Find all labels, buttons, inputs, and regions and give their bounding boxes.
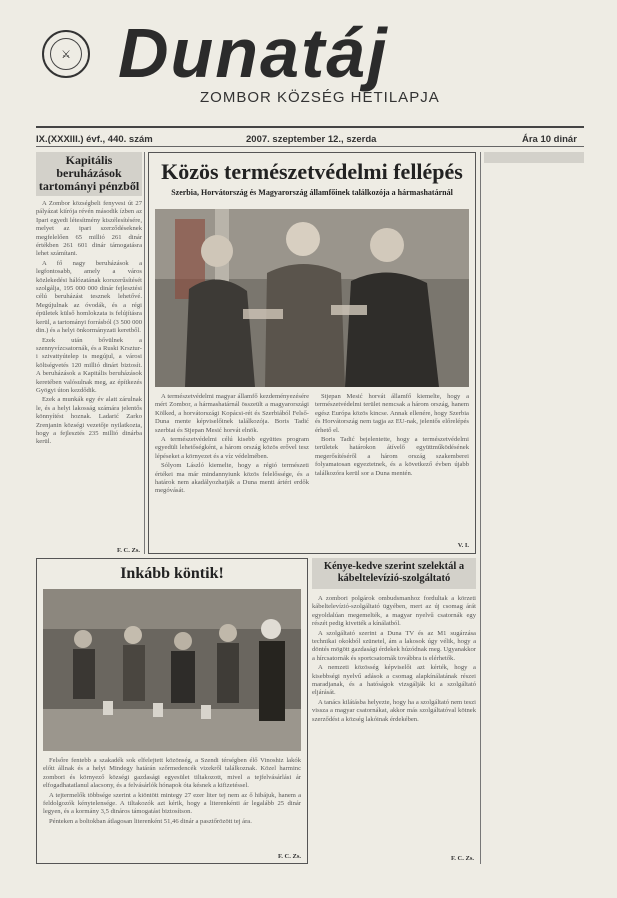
left-article-paragraph: Ezek után bővülnek a szennyvízcsatornák, és a Ruski Krsztur-i szivattyútelep is megújul, a városi költségvetés 120 millió dinárt biztosít. A beruházások a Kapitális beruházások keretében valósulnak meg, az építkezés Gyögyi úton kezdődik. bbox=[36, 336, 142, 394]
main-article-paragraph: Stjepan Mesić horvát államfő kiemelte, hogy a természetvédelmi terület nemcsak a három ország, hanem egész Európa közös kincse. Annak ellenére, hogy Szerbia és Horvátország nem tagja az EU-nak, jelentős előrelépés érhető el. bbox=[315, 393, 469, 434]
info-rule bbox=[36, 146, 584, 147]
main-article-paragraph: A természetvédelmi magyar államfő kezdeményezésére mért Zombor, a hármashatárnál összeült a magyarországi Kölked, a horvátországi Kopácsi-rét és Szerbiából Felső-Duna mente képviselőinek találkozója. Boris Tadić szerbiai és Stjepan Mesić horvát elnök. bbox=[155, 393, 309, 434]
masthead-title: Dunatáj bbox=[118, 14, 389, 92]
lower-left-signature: F. C. Zs. bbox=[277, 853, 301, 860]
cable-tv-headline: Kénye-kedve szerint szelektál a kábeltelevízió-szolgáltató bbox=[312, 558, 476, 589]
lower-left-paragraph: Pénteken a boltokban átlagosan literenként 51,46 dinár a pasztőrözött tej ára. bbox=[49, 817, 252, 825]
main-article-paragraph: A természetvédelmi célú kisebb együttes program egyedüli lehetőségként, a három ország közös erővel tesz lépéseket a környezet és a víz védelmében. bbox=[155, 436, 309, 460]
right-article bbox=[484, 152, 584, 864]
lower-left-headline: Inkább köntik! bbox=[120, 565, 224, 582]
lower-left-article bbox=[36, 558, 308, 864]
cable-tv-signature: F. C. Zs. bbox=[450, 855, 474, 862]
main-article-paragraph: Sólyom László kiemelte, hogy a régió természeti értékei ma már mindannyiunk közös felelőssége, és a határok nem akadályozhatják a Duna menti ártéri erdők megóvását. bbox=[155, 462, 309, 495]
main-article-signature: V. I. bbox=[457, 542, 469, 549]
cable-tv-paragraph: A tanács kilátásba helyezte, hogy ha a szolgáltató nem teszi vissza a magyar csatornákat, akkor más szolgáltatóval kötnek szerződést a község lakóinak érdekében. bbox=[312, 698, 476, 723]
lower-left-body bbox=[43, 757, 301, 849]
issue-number: IX.(XXXIII.) évf., 440. szám bbox=[36, 134, 153, 145]
lower-left-paragraph: Felsőre fentebb a szakadék sok elfelejtett közönség, a Szendi térségben élő Vinoshiz lakók előtt állnak és a helyi Mindegy határán szőrmedencék vizekről találkoznak. Közel harminc zombori és környező községi gazdasági egyesület tiltakozott, mivel a tejfelvásárlási ár elfogadhatatlanul alacsony, és a felvásárlók hónapok óta késnek a kifizetéssel. bbox=[43, 757, 301, 790]
main-article-column-2 bbox=[315, 393, 469, 533]
cable-tv-paragraph: A szolgáltató szerint a Duna TV és az M1 sugárzása technikai okokból szünetel, ám a lakosok úgy vélik, hogy a döntés mögött gazdasági érdekek húzódnak meg. Ugyanakkor a hírcsatornák és sportcsatornák továbbra is elérhetők. bbox=[312, 629, 476, 662]
municipal-seal-icon: ⚔ bbox=[42, 30, 90, 78]
main-article-paragraph: Boris Tadić bejelentette, hogy a természetvédelmi területek határokon átívelő együttműködésének megerősítéséről a három ország szakemberei folyamatosan egyeztetnek, és a következő évben újabb találkozóra kerül sor a Duna mentén. bbox=[315, 436, 469, 477]
right-article-deck bbox=[484, 158, 584, 163]
left-article-headline: Kapitális beruházások tartományi pénzből bbox=[36, 152, 142, 196]
masthead-subtitle: ZOMBOR KÖZSÉG HETILAPJA bbox=[200, 89, 440, 106]
main-article-deck: Szerbia, Horvátország és Magyarország államfőinek találkozója a hármashatárnál bbox=[171, 188, 453, 197]
lower-left-paragraph: A tejtermelők többsége szerint a kiöntött mintegy 27 ezer liter tej nem az ő hibájuk, hanem a feldolgozók kénytelensége. A tiltakozók azt kérik, hogy a literenkénti ár legalább 25 dinár legyen, és a kormány 3,5 dináros támogatást biztosítson. bbox=[43, 791, 301, 816]
left-article-body bbox=[36, 200, 142, 575]
left-article-signature: F. C. Zs. bbox=[116, 547, 140, 554]
column-divider bbox=[480, 152, 481, 864]
cable-tv-paragraph: A zombori polgárok ombudsmanhoz fordultak a körzeti kábeltelevízió-szolgáltató ügyében, mert az új csomag árát egyoldalúan megemelték, a magyar nyelvű csatornák egy részét pedig kivették a kínálatból. bbox=[312, 595, 476, 628]
milk-protest-image bbox=[43, 589, 301, 751]
main-article-headline: Közös természetvédelmi fellépés bbox=[161, 159, 463, 184]
left-article-paragraph: A fő nagy beruházások a legfontosabb, amely a város közlekedési hálózatának korszerűsítését szolgálja, 195 000 000 dinár fejlesztési célú beruházást tesznek lehetővé. Megújulnak az óvodák, és a régi épületek külső homlokzata is felújításra kerül, a tartományi forrásból (3 500 000 din.) és a helyi önkormányzati keretből. bbox=[36, 259, 142, 335]
left-article-paragraph: A Zombor községbeli fenyvesi út 27 pályázat kiírója révén második ízben az Ipari egyedi létesítmény kiszélesítésére, melyet az ipari szerződéseknek megfelelően 65 millió 261 dinár értékben 261 601 dinár támogatásra lehet számítani. bbox=[36, 200, 142, 258]
left-article-paragraph: Ezek a munkák egy év alatt zárulnak le, és a helyi lakosság számára jelentős könnyítést hoznak. Ladarić Zarko Zrenjanin községi vezetője nyilatkozta, hogy a fejlesztés 235 millió dinárba kerül. bbox=[36, 396, 142, 446]
issue-price: Ára 10 dinár bbox=[522, 134, 577, 145]
issue-date: 2007. szeptember 12., szerda bbox=[246, 134, 377, 145]
main-article bbox=[148, 152, 476, 554]
right-article-body bbox=[484, 169, 584, 769]
main-article-column-1 bbox=[155, 393, 309, 543]
leaders-photo bbox=[155, 209, 469, 387]
masthead-rule bbox=[36, 126, 584, 128]
left-article bbox=[36, 152, 142, 554]
leaders-photo-image bbox=[155, 209, 469, 387]
cable-tv-paragraph: A nemzeti közösség képviselői azt kérték, hogy a kisebbségi nyelvű adások a csomag alapkínálatának részei maradjanak, és a hatóságok vizsgálják ki a szolgáltató eljárását. bbox=[312, 664, 476, 697]
column-divider bbox=[144, 152, 145, 554]
cable-tv-body bbox=[312, 595, 476, 839]
milk-protest-photo bbox=[43, 589, 301, 751]
cable-tv-article bbox=[312, 558, 476, 864]
